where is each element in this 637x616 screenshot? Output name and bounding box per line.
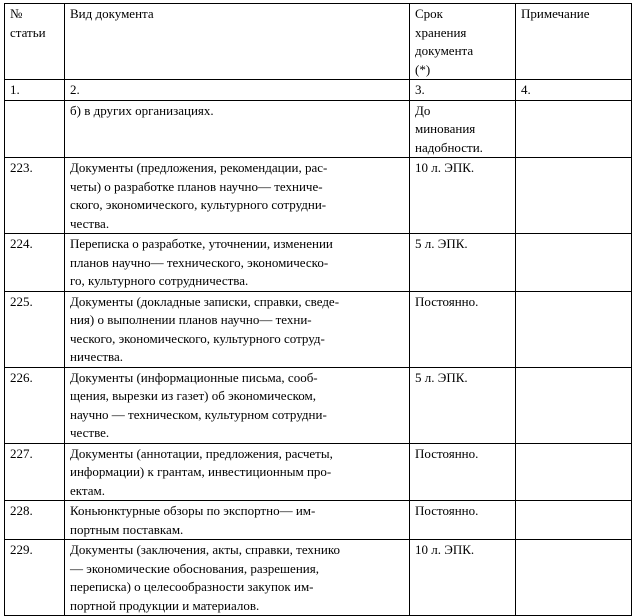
header-term-line: документа <box>415 43 474 58</box>
note-cell <box>516 100 632 158</box>
header-note: Примечание <box>521 6 590 21</box>
table-row <box>5 443 632 501</box>
retention-term-cell <box>410 291 516 367</box>
document-type-line: Коньюнктурные обзоры по экспортно— им- <box>70 503 316 518</box>
table-row <box>5 234 632 292</box>
index-cell: 3. <box>410 80 516 101</box>
document-type-line: ского, экономического, культурного сотрудни- <box>70 197 327 212</box>
table-row <box>5 367 632 443</box>
article-number: 226. <box>5 367 65 443</box>
document-type-line: информации) к грантам, инвестиционным про- <box>70 464 332 479</box>
document-type-cell <box>65 291 410 367</box>
document-type-line: научно — техническом, культурном сотрудни- <box>70 406 327 422</box>
document-type-cell <box>65 540 410 616</box>
document-type-line: портной продукции и материалов. <box>70 597 260 613</box>
document-type-line: переписка) о целесообразности закупок им- <box>70 579 314 594</box>
document-type-line: — экономические обоснования, разрешения, <box>70 560 319 576</box>
retention-term-line: 10 л. ЭПК. <box>415 542 475 557</box>
header-row <box>5 4 632 80</box>
document-type-cell <box>65 234 410 292</box>
note-cell <box>516 158 632 234</box>
document-type-line: б) в других организациях. <box>70 102 214 118</box>
retention-term-line: До <box>415 102 431 118</box>
document-type-cell <box>65 367 410 443</box>
header-number-line: № <box>10 6 23 21</box>
document-type-line: ничества. <box>70 349 123 364</box>
column-index-row <box>5 80 632 101</box>
index-cell: 2. <box>65 80 410 101</box>
note-cell <box>516 291 632 367</box>
retention-term-cell <box>410 501 516 540</box>
document-type-line: ния) о выполнении планов научно— техни- <box>70 312 312 327</box>
document-type-cell <box>65 501 410 540</box>
document-type-line: Документы (информационные письма, сооб- <box>70 369 318 385</box>
note-cell <box>516 367 632 443</box>
document-type-line: Документы (докладные записки, справки, сведе- <box>70 293 340 309</box>
document-type-line: Документы (аннотации, предложения, расчеты, <box>70 445 333 461</box>
retention-term-line: 10 л. ЭПК. <box>415 160 475 175</box>
retention-term-cell <box>410 234 516 292</box>
header-note-cell <box>516 4 632 80</box>
article-number: 225. <box>5 291 65 367</box>
retention-term-line: минования <box>415 121 476 136</box>
document-type-line: Документы (предложения, рекомендации, рас- <box>70 160 328 175</box>
document-type-cell <box>65 100 410 158</box>
document-type-line: го, культурного сотрудничества. <box>70 273 249 288</box>
retention-term-line: Постоянно. <box>415 293 479 309</box>
header-doc-type-cell <box>65 4 410 80</box>
index-cell: 1. <box>5 80 65 101</box>
retention-term-cell <box>410 367 516 443</box>
table-body <box>5 4 632 616</box>
article-number: 228. <box>5 501 65 540</box>
header-number-line: статьи <box>10 24 46 40</box>
note-cell <box>516 501 632 540</box>
retention-term-cell <box>410 443 516 501</box>
table-row <box>5 158 632 234</box>
document-type-line: портным поставкам. <box>70 521 184 537</box>
document-type-line: чества. <box>70 215 110 231</box>
retention-term-cell <box>410 158 516 234</box>
document-type-cell <box>65 158 410 234</box>
header-term-cell <box>410 4 516 80</box>
document-type-line: планов научно— технического, экономическо- <box>70 254 329 270</box>
document-type-line: Переписка о разработке, уточнении, изменении <box>70 236 333 251</box>
table-row <box>5 291 632 367</box>
document-type-line: щения, вырезки из газет) об экономическом, <box>70 388 317 403</box>
table-row <box>5 100 632 158</box>
header-term-line: хранения <box>415 24 467 40</box>
retention-term-cell <box>410 540 516 616</box>
note-cell <box>516 540 632 616</box>
retention-term-line: надобности. <box>415 139 483 155</box>
table-row <box>5 501 632 540</box>
note-cell <box>516 443 632 501</box>
retention-term-cell <box>410 100 516 158</box>
header-term-line: Срок <box>415 6 443 21</box>
document-type-line: ческого, экономического, культурного сотруд- <box>70 330 325 346</box>
table-row <box>5 540 632 616</box>
retention-term-line: Постоянно. <box>415 503 479 518</box>
retention-term-line: 5 л. ЭПК. <box>415 369 468 385</box>
article-number: 223. <box>5 158 65 234</box>
retention-term-line: 5 л. ЭПК. <box>415 236 468 251</box>
retention-table <box>4 3 632 616</box>
document-type-cell <box>65 443 410 501</box>
document-type-line: честве. <box>70 425 110 440</box>
article-number <box>5 100 65 158</box>
article-number: 227. <box>5 443 65 501</box>
document-type-line: четы) о разработке планов научно— техниче- <box>70 178 323 194</box>
retention-term-line: Постоянно. <box>415 445 479 461</box>
note-cell <box>516 234 632 292</box>
article-number: 229. <box>5 540 65 616</box>
header-number-cell <box>5 4 65 80</box>
document-type-line: Документы (заключения, акты, справки, технико <box>70 542 340 557</box>
document-type-line: ектам. <box>70 482 106 498</box>
index-cell: 4. <box>516 80 632 101</box>
header-term-line: (*) <box>415 61 431 77</box>
header-doc-type: Вид документа <box>70 6 154 21</box>
article-number: 224. <box>5 234 65 292</box>
